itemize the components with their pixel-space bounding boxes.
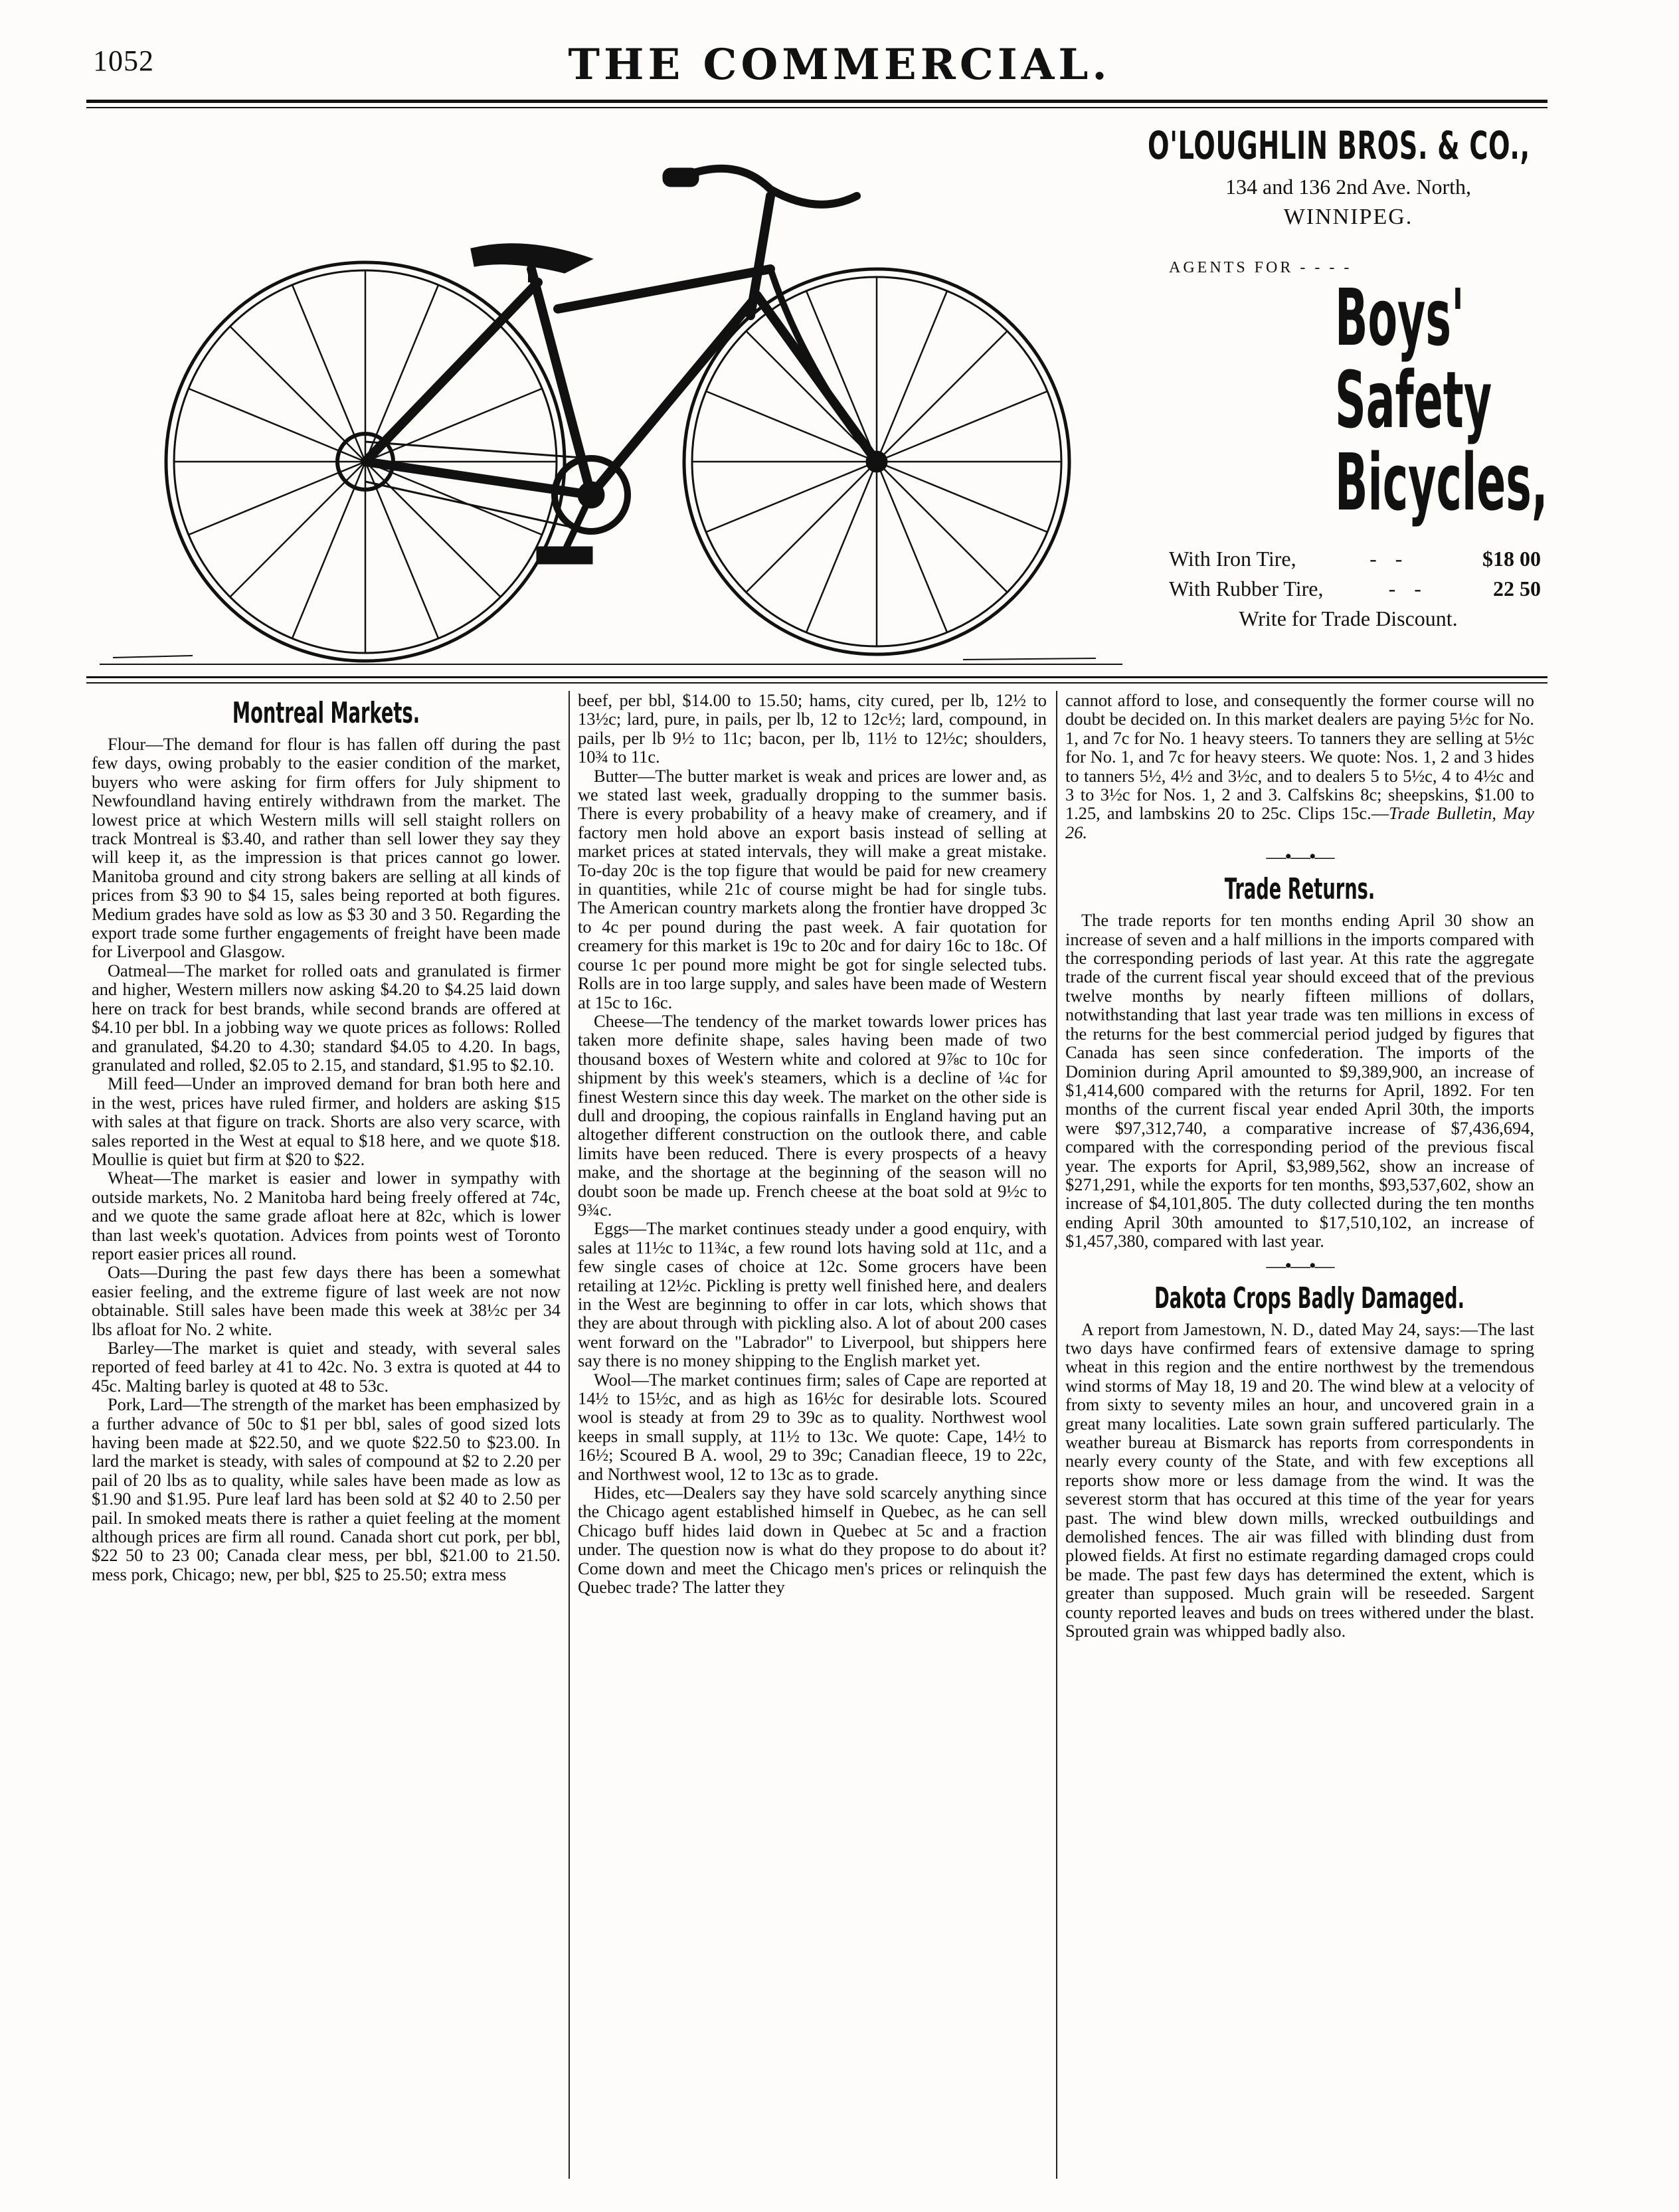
price-label: With Rubber Tire, xyxy=(1169,576,1324,600)
headline-trade-returns: Trade Returns. xyxy=(1224,872,1375,907)
article-paragraph: Oatmeal—The market for rolled oats and granulated is firmer and higher, Western millers now asking $4.20 to $4.25 laid down here on track for best brands, while second brands are offered at $4.10 per bbl. In a jobbing way we quote prices as follows: Rolled and granulated, $4.20 to 4.30; standard $4.05 to 4.20. In bags, granulated and rolled, $2.05 to 2.15, and standard, $1.95 to $2.10. xyxy=(92,960,561,1075)
section-rule xyxy=(86,676,1547,684)
column-2 xyxy=(578,691,1047,1597)
article-paragraph: Eggs—The market continues steady under a good enquiry, with sales at 11½c to 11¾c, a few round lots having sold at 11c, and a few single cases of choice at 12c. Some grocers have been retailing at 12½c. Pickling is pretty well finished here, and dealers in the West are beginning to offer in car lots, which shows that they are about through with pickling also. A lot of about 200 cases went forward on the "Labrador" to Liverpool, but shippers here say there is no money shipping to the English market yet. xyxy=(578,1218,1047,1371)
price-value: $18 00 xyxy=(1482,546,1541,571)
ad-company-name: O'LOUGHLIN BROS. & CO., xyxy=(1148,123,1530,168)
separator: —•—•— xyxy=(1266,846,1334,868)
article-paragraph: Flour—The demand for flour is has fallen off during the past few days, owing probably to the easier condition of the market, buyers who were asking for firm offers for July shipment to Newfoundland having entirely withdrawn from the market. The lowest price at which Western mills will sell staight rollers on track Montreal is $3.40, and rather than sell lower they say they will keep it, as the impression is that prices cannot go lower. Manitoba ground and city strong bakers are selling at all kinds of prices from $3 90 to $4 15, sales being reported at both figures. Medium grades have sold as low as $3 30 and 3 50. Regarding the export trade some further engagements of freight have been made for Liverpool and Glasgow. xyxy=(92,734,561,962)
page-number: 1052 xyxy=(93,45,154,77)
ad-address: 134 and 136 2nd Ave. North, xyxy=(1225,175,1472,199)
separator: —•—•— xyxy=(1266,1254,1334,1277)
article-paragraph: The trade reports for ten months ending April 30 show an increase of seven and a half millions in the imports compared with the corresponding periods of last year. At this rate the aggregate trade of the current fiscal year should exceed that of the previous twelve months by nearly fifteen millions of dollars, notwithstanding that last year trade was ten millions in excess of the returns for the best commercial period judged by figures that Canada has seen since confederation. The imports of the Dominion during April amounted to $9,389,900, an increase of $1,414,600 compared with the returns for April, 1892. For ten months of the current fiscal year ended April 30th, the imports were $97,312,740, a comparative increase of $7,436,694, compared with the corresponding period of the previous fiscal year. The exports for April, $3,989,562, show an increase of $271,291, while the exports for ten months, $93,537,602, show an increase of $4,101,805. The duty collected during the ten months ending April 30th amounted to $17,510,102, an increase of $1,457,380, compared with last year. xyxy=(1065,910,1534,1251)
bicycle-illustration xyxy=(100,116,1136,671)
article-paragraph: Mill feed—Under an improved demand for bran both here and in the west, prices have ruled firmer, and holders are asking $15 with sales at that figure on track. Shorts are also very scarce, with sales reported in the West at equal to $18 here, and we quote $18. Moullie is quiet but firm at $20 to $22. xyxy=(92,1073,561,1169)
article-paragraph: Cheese—The tendency of the market towards lower prices has taken more definite shape, sales having been made of two thousand boxes of Western white and colored at 9⅞c to 10c for shipment by this week's steamers, which is a decline of ¼c for finest Western since this day week. The market on the other side is dull and drooping, the copious rainfalls in England having put an altogether different construction on the outlook there, and cable limits have been reduced. There is every prospects of a heavy make, and the shortage at the beginning of the season will no doubt soon be made up. French cheese at the boat sold at 9½c to 9¾c. xyxy=(578,1010,1047,1220)
article-paragraph: A report from Jamestown, N. D., dated May 24, says:—The last two days have confirmed fears of extensive damage to spring wheat in this region and the entire northwest by the tremendous wind storms of May 18, 19 and 20. The wind blew at a velocity of from sixty to seventy miles an hour, and uncovered grain in a great many localities. Late sown grain suffered particularly. The weather bureau at Bismarck has reports from correspondents in nearly every county of the State, and with few exceptions all reports show more or less damage from the wind. It was the severest storm that has occured at this time of the year for years past. The wind blew down mills, wrecked outbuildings and demolished fences. The air was filled with blinding dust from plowed fields. At first no estimate regarding damaged crops could be made. The past few days has determined the extent, which is greater than supposed. Much grain will be reseeded. Sargent county reported leaves and buds on trees withered under the blast. Sprouted grain was whipped badly also. xyxy=(1065,1319,1534,1641)
ad-city: WINNIPEG. xyxy=(1283,205,1413,229)
headline-montreal-markets: Montreal Markets. xyxy=(232,696,420,730)
masthead: THE COMMERCIAL. xyxy=(568,40,1111,90)
article-paragraph: Pork, Lard—The strength of the market has been emphasized by a further advance of 50c to $1 per bbl, sales of good sized lots having been made at $22.50, and we quote $22.50 to $23.00. In lard the market is steady, with sales of compound at $2 to 2.20 per pail of 20 lbs as to quality, while sales have been made as low as $1.90 and $1.95. Pure leaf lard has been sold at $2 40 to 2.50 per pail. In smoked meats there is rather a quiet feeling at the moment although prices are firm all round. Canada short cut pork, per bbl, $22 50 to 23 00; Canada clear mess, per bbl, $21.00 to 21.50. mess pork, Chicago; new, per bbl, $25 to 25.50; extra mess xyxy=(92,1394,561,1584)
ad-product-line-2: Safety xyxy=(1335,353,1492,446)
price-row: With Rubber Tire, - - 22 50 xyxy=(1169,576,1541,600)
ad-product-line-1: Boys' xyxy=(1335,272,1464,363)
source-credit: Trade Bulletin, May 26. xyxy=(1065,803,1534,842)
price-label: With Iron Tire, xyxy=(1169,546,1296,571)
article-paragraph: Butter—The butter market is weak and prices are lower and, as we stated last week, gradually dropping to the summer basis. There is every probability of a heavy make of creamery, and if factory men hold above an export basis instead of selling at market prices at stated intervals, they will make a great mistake. To-day 20c is the top figure that would be paid for new creamery in quantities, while 21c of course might be had for single tubs. The American country markets along the frontier have dropped 3c to 4c per pound during the past week. A fair quotation for creamery for this market is 19c to 20c and for dairy 16c to 18c. Of course 1c per pound more might be got for single selected tubs. Rolls are in too large supply, and sales have been made of Western at 15c to 16c. xyxy=(578,765,1047,1012)
article-paragraph: Wool—The market continues firm; sales of Cape are reported at 14½ to 15½c, and as high as 16½c for desirable lots. Scoured wool is steady at from 29 to 39c as to quality. Northwest wool keeps in small supply, at 11½ to 13c. We quote: Cape, 14½ to 16½; Scoured B A. wool, 29 to 39c; Canadian fleece, 19 to 22c, and Northwest wool, 12 to 13c as to grade. xyxy=(578,1369,1047,1484)
column-rule xyxy=(569,691,570,2179)
column-rule xyxy=(1056,691,1057,2179)
ad-agents-for: AGENTS FOR - - - - xyxy=(1169,259,1352,276)
article-paragraph xyxy=(1065,691,1534,842)
article-paragraph: beef, per bbl, $14.00 to 15.50; hams, city cured, per lb, 12½ to 13½c; lard, pure, in pails, per lb, 12 to 12c½; lard, compound, in pails, per lb 9½ to 11c; bacon, per lb, 11½ to 12½c; shoulders, 10¾ to 11c. xyxy=(578,690,1047,767)
headline-dakota-crops: Dakota Crops Badly Damaged. xyxy=(1154,1281,1464,1315)
article-paragraph: Wheat—The market is easier and lower in sympathy with outside markets, No. 2 Manitoba hard being freely offered at 74c, and we quote the same grade afloat here at 82c, which is lower than last week's quotation. Advices from points west of Toronto report easier prices all round. xyxy=(92,1168,561,1263)
article-paragraph: Barley—The market is quiet and steady, with several sales reported of feed barley at 41 to 42c. No. 3 extra is quoted at 44 to 45c. Malting barley is quoted at 48 to 53c. xyxy=(92,1338,561,1396)
top-rule xyxy=(86,100,1547,108)
ad-note: Write for Trade Discount. xyxy=(1239,606,1458,630)
column-1 xyxy=(92,691,561,1584)
price-table xyxy=(1169,547,1541,601)
advertisement xyxy=(1148,123,1548,631)
ad-product-line-3: Bicycles, xyxy=(1335,436,1548,528)
price-row: With Iron Tire, - - $18 00 xyxy=(1169,546,1541,571)
article-paragraph: Oats—During the past few days there has been a somewhat easier feeling, and the extreme figure of last week are not now obtainable. Still sales have been made this week at 38½c per 34 lbs afloat for No. 2 white. xyxy=(92,1262,561,1339)
price-value: 22 50 xyxy=(1493,576,1541,600)
article-text: cannot afford to lose, and consequently the former course will no doubt be decided on. In this market dealers are paying 5½c for No. 1, and 7c for No. 1 heavy steers. To tanners they are selling at 5½c for No. 1, and 7c for heavy steers. We quote: Nos. 1, 2 and 3 hides to tanners 5½, 4½ and 3½c, and to dealers 5 to 5½c, 4 to 4½c and 3 to 3½c for Nos. 1, 2 and 3. Calfskins 8c; sheepskins, $1.00 to 1.25, and lambskins 20 to 25c. Clips 15c.— xyxy=(1065,690,1534,824)
column-3 xyxy=(1065,691,1534,1640)
article-paragraph: Hides, etc—Dealers say they have sold scarcely anything since the Chicago agent established himself in Quebec, as he can sell Chicago buff hides laid down in Quebec at 5c and a fraction under. The question now is what do they propose to do about it? Come down and meet the Chicago men's prices or relinquish the Quebec trade? The latter they xyxy=(578,1483,1047,1598)
